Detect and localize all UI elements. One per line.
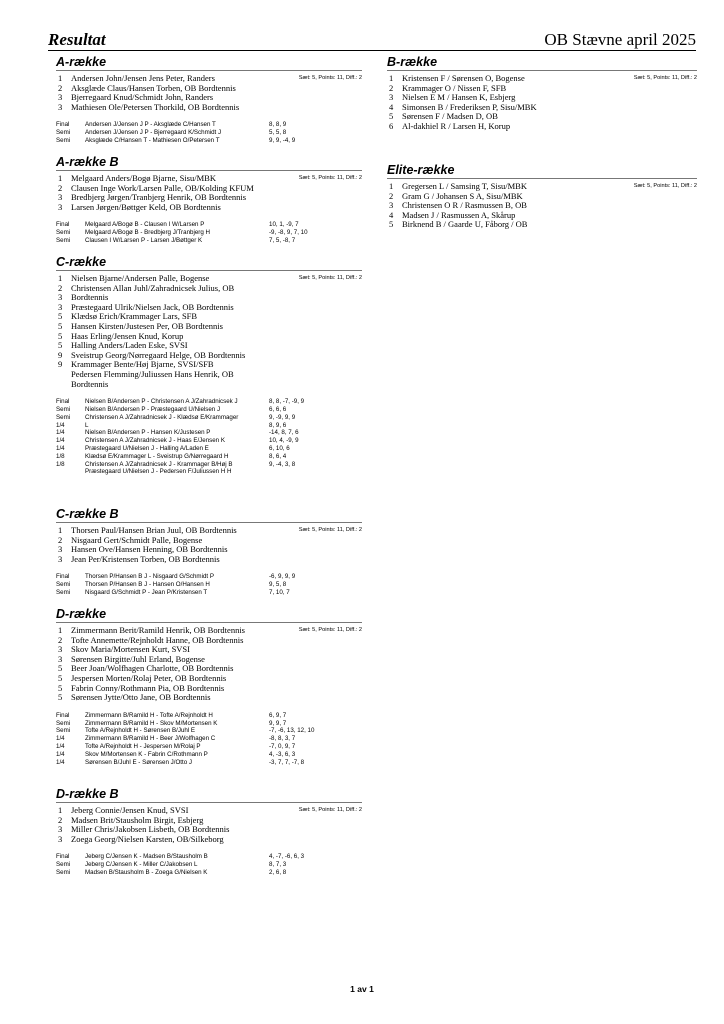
- match-row: [56, 735, 362, 743]
- placement: 5: [58, 320, 63, 331]
- placement: 2: [58, 814, 63, 825]
- match-pairing: Melgaard A/Bogø B - Clausen I W/Larsen P: [85, 221, 205, 229]
- match-row: [56, 861, 362, 869]
- match-round: Semi: [56, 727, 71, 735]
- placement: 3: [58, 653, 63, 664]
- match-pairing: Skov M/Mortensen K - Fabrin C/Rothmann P: [85, 750, 208, 758]
- placement: 1: [58, 273, 63, 283]
- placement: 2: [58, 282, 63, 293]
- match-row: [56, 853, 362, 861]
- section-header: [56, 788, 362, 803]
- match-pairing: Christensen A J/Zahradnicsek J - Haas E/Jensen K: [85, 437, 225, 445]
- placement: 5: [389, 219, 394, 230]
- match-score: -7, -6, 13, 12, 10: [269, 727, 315, 735]
- placement: 5: [389, 111, 394, 122]
- placement: 2: [389, 82, 394, 93]
- match-round: Final: [56, 853, 70, 861]
- match-row: [56, 414, 362, 422]
- match-row: [56, 573, 362, 581]
- pair-name: Præstegaard Ulrik/Nielsen Jack, OB Bordtennis: [71, 301, 234, 312]
- match-score: 9, 9, 7: [269, 719, 287, 727]
- match-score: 8, 6, 4: [269, 452, 287, 460]
- match-round: 1/4: [56, 437, 65, 445]
- placement: 5: [58, 340, 63, 351]
- match-pairing: Jeberg C/Jensen K - Miller C/Jakobsen L: [85, 861, 198, 869]
- pair-name: Larsen Jørgen/Bøttger Keld, OB Bordtennis: [71, 201, 221, 212]
- pair-name: Haas Erling/Jensen Knud, Korup: [71, 330, 184, 341]
- match-score: -8, 8, 3, 7: [269, 735, 296, 743]
- match-row: [56, 398, 362, 406]
- section-header: [56, 508, 362, 523]
- section-title: C-række: [56, 255, 107, 269]
- pair-name: Nielsen Bjarne/Andersen Palle, Bogense: [71, 273, 210, 283]
- event-title: OB Stævne april 2025: [544, 30, 696, 49]
- match-round: Semi: [56, 136, 71, 144]
- placement: 9: [58, 359, 63, 370]
- match-round: 1/4: [56, 429, 65, 437]
- match-round: Final: [56, 573, 70, 581]
- match-row: [56, 237, 362, 245]
- match-round: Semi: [56, 129, 71, 137]
- result-section: [56, 156, 362, 245]
- placement: 2: [58, 182, 63, 193]
- match-row: [56, 720, 362, 728]
- match-score: 8, 8, 9: [269, 121, 287, 129]
- pair-name: Andersen John/Jensen Jens Peter, Randers: [71, 73, 215, 83]
- match-row: [56, 437, 362, 445]
- match-settings: Sæt: 5, Points: 11, Diff.: 2: [298, 527, 362, 533]
- pair-name: Christensen O R / Rasmussen B, OB: [402, 200, 527, 211]
- placement: 3: [58, 201, 63, 212]
- match-row: [56, 712, 362, 720]
- pair-name: Sørensen Jytte/Otto Jane, OB Bordtennis: [71, 692, 211, 703]
- match-score: 9, -9, 9, 9: [269, 413, 296, 421]
- match-round: Semi: [56, 719, 71, 727]
- match-round: 1/4: [56, 735, 65, 743]
- match-score: -14, 8, 7, 6: [269, 429, 299, 437]
- placement: 3: [58, 833, 63, 844]
- pair-name: Aksglæde Claus/Hansen Torben, OB Bordtennis: [71, 82, 236, 93]
- pair-name: Nisgaard Gert/Schmidt Palle, Bogense: [71, 534, 203, 545]
- match-row: [56, 229, 362, 237]
- placement: 5: [58, 682, 63, 693]
- result-section: [387, 164, 697, 230]
- pair-name: Birknend B / Gaarde U, Fåborg / OB: [402, 219, 528, 230]
- match-score: 8, 9, 6: [269, 421, 287, 429]
- section-title: A-række B: [56, 155, 119, 169]
- pair-name: Miller Chris/Jakobsen Lisbeth, OB Bordtennis: [71, 824, 230, 835]
- match-pairing: Melgaard A/Bogø B - Bredbjerg J/Tranbjerg H: [85, 229, 210, 237]
- placement: 1: [58, 73, 63, 83]
- match-score: 10, 4, -9, 9: [269, 437, 299, 445]
- match-score: 6, 10, 6: [269, 444, 290, 452]
- match-row: [56, 581, 362, 589]
- placement: 6: [389, 120, 394, 131]
- match-pairing: Madsen B/Stausholm B - Zoega G/Nielsen K: [85, 868, 208, 876]
- section-header: [56, 56, 362, 71]
- match-score: 8, 8, -7, -9, 9: [269, 398, 305, 406]
- standing-row: [56, 360, 362, 389]
- match-row: [56, 129, 362, 137]
- placement: 5: [58, 330, 63, 341]
- match-settings: Sæt: 5, Points: 11, Diff.: 2: [298, 175, 362, 181]
- match-pairing: Thorsen P/Hansen B J - Hansen O/Hansen H: [85, 581, 210, 589]
- match-round: Final: [56, 398, 70, 406]
- match-list: [56, 121, 362, 144]
- result-section: [56, 608, 362, 766]
- match-pairing: Klædsø E/Krammager L - Sveistrup G/Nørregaard H: [85, 452, 229, 460]
- placement: 3: [58, 101, 63, 112]
- match-row: [56, 221, 362, 229]
- pair-name: Bjerregaard Knud/Schmidt John, Randers: [71, 92, 214, 103]
- section-header: [387, 164, 697, 179]
- match-pairing: Nielsen B/Andersen P - Hansen K/Justesen P: [85, 429, 211, 437]
- match-list: [56, 398, 362, 476]
- match-score: 2, 6, 8: [269, 868, 287, 876]
- placement: 1: [58, 805, 63, 815]
- match-round: Final: [56, 121, 70, 129]
- placement: 9: [58, 349, 63, 360]
- match-pairing: Jeberg C/Jensen K - Madsen B/Stausholm B: [85, 853, 208, 861]
- section-header: [56, 608, 362, 623]
- match-settings: Sæt: 5, Points: 11, Diff.: 2: [298, 627, 362, 633]
- section-header: [56, 256, 362, 271]
- match-pairing: Nielsen B/Andersen P - Præstegaard U/Nielsen J: [85, 405, 221, 413]
- match-score: -3, 7, 7, -7, 8: [269, 758, 305, 766]
- placement: 5: [58, 692, 63, 703]
- pair-name: Sørensen F / Madsen D, OB: [402, 111, 498, 122]
- placement: 1: [58, 525, 63, 535]
- pair-name: Bredbjerg Jørgen/Tranbjerg Henrik, OB Bordtennis: [71, 192, 247, 203]
- match-row: [56, 869, 362, 877]
- match-pairing: Zimmermann B/Ramild H - Skov M/Mortensen K: [85, 719, 218, 727]
- pair-name: Halling Anders/Laden Eske, SVSI: [71, 340, 188, 351]
- match-score: 6, 6, 6: [269, 405, 287, 413]
- match-row: [56, 589, 362, 597]
- section-title: B-række: [387, 55, 438, 69]
- pair-name: Kristensen F / Sørensen O, Bogense: [402, 73, 525, 83]
- match-pairing: Zimmermann B/Ramild H - Tofte A/Rejnholdt H: [85, 711, 213, 719]
- match-round: Semi: [56, 236, 71, 244]
- placement: 3: [389, 200, 394, 211]
- placement: 1: [58, 625, 63, 635]
- standing-row: [56, 693, 362, 703]
- match-pairing: Nisgaard G/Schmidt P - Jean P/Kristensen T: [85, 588, 208, 596]
- placement: 5: [58, 663, 63, 674]
- section-title: D-række: [56, 607, 107, 621]
- pair-name: Jeberg Connie/Jensen Knud, SVSI: [71, 805, 189, 815]
- pair-name: Fabrin Conny/Rothmann Pia, OB Bordtennis: [71, 682, 225, 693]
- match-row: [56, 727, 362, 735]
- pair-name: Zoega Georg/Nielsen Karsten, OB/Silkeborg: [71, 833, 224, 844]
- match-round: 1/4: [56, 758, 65, 766]
- match-score: -7, 0, 9, 7: [269, 742, 296, 750]
- pair-name: Clausen Inge Work/Larsen Palle, OB/Kolding KFUM: [71, 182, 254, 193]
- match-settings: Sæt: 5, Points: 11, Diff.: 2: [298, 75, 362, 81]
- pair-name: Sørensen Birgitte/Juhl Erland, Bogense: [71, 653, 205, 664]
- match-row: [56, 751, 362, 759]
- match-score: 4, -7, -6, 6, 3: [269, 853, 305, 861]
- match-round: Semi: [56, 861, 71, 869]
- match-list: [56, 712, 362, 767]
- match-pairing: Præstegaard U/Nielsen J - Halling A/Laden E: [85, 444, 209, 452]
- pair-name: Tofte Annemette/Rejnholdt Hanne, OB Bordtennis: [71, 634, 244, 645]
- placement: 5: [58, 672, 63, 683]
- match-pairing: Andersen J/Jensen J P - Aksglæde C/Hansen T: [85, 121, 216, 129]
- match-score: 9, 9, -4, 9: [269, 136, 296, 144]
- match-score: -9, -8, 9, 7, 10: [269, 229, 308, 237]
- match-list: [56, 573, 362, 596]
- match-pairing: Aksglæde C/Hansen T - Mathiesen O/Petersen T: [85, 136, 220, 144]
- placement: 3: [58, 544, 63, 555]
- result-section: [56, 788, 362, 877]
- match-pairing: Præstegaard U/Nielsen J - Pedersen F/Juliussen H H: [85, 468, 232, 476]
- match-settings: Sæt: 5, Points: 11, Diff.: 2: [633, 183, 697, 189]
- standings-list: [387, 74, 697, 132]
- match-row: [56, 759, 362, 767]
- match-list: [56, 221, 362, 244]
- match-round: 1/8: [56, 452, 65, 460]
- match-row: [56, 461, 362, 469]
- standing-row: [387, 220, 697, 230]
- match-round: 1/4: [56, 742, 65, 750]
- pair-name: Madsen Brit/Stausholm Birgit, Esbjerg: [71, 814, 204, 825]
- pair-name: Gram G / Johansen S A, Sisu/MBK: [402, 190, 523, 201]
- placement: 3: [58, 644, 63, 655]
- pair-name: Mathiesen Ole/Petersen Thorkild, OB Bordtennis: [71, 101, 240, 112]
- section-title: C-række B: [56, 507, 119, 521]
- result-section: [56, 56, 362, 145]
- match-pairing: Tofte A/Rejnholdt H - Jespersen M/Rolaj P: [85, 742, 201, 750]
- placement: 3: [58, 92, 63, 103]
- section-header: [56, 156, 362, 171]
- section-title: Elite-række: [387, 163, 455, 177]
- pair-name: Hansen Ove/Hansen Henning, OB Bordtennis: [71, 544, 228, 555]
- match-row: [56, 422, 362, 430]
- pair-name: Nielsen E M / Hansen K, Esbjerg: [402, 92, 516, 103]
- match-round: Semi: [56, 405, 71, 413]
- match-round: Final: [56, 221, 70, 229]
- pair-name: Gregersen L / Samsing T, Sisu/MBK: [402, 181, 527, 191]
- placement: 2: [58, 534, 63, 545]
- pair-name: Al-dakhiel R / Larsen H, Korup: [402, 120, 511, 131]
- match-round: Semi: [56, 413, 71, 421]
- match-list: [56, 853, 362, 876]
- match-score: -6, 9, 9, 9: [269, 573, 296, 581]
- result-section: [56, 508, 362, 597]
- placement: 5: [58, 311, 63, 322]
- page-title: Resultat: [48, 30, 106, 49]
- pair-name: Bordtennis: [71, 292, 109, 303]
- match-pairing: L: [85, 421, 89, 429]
- match-pairing: Zimmermann B/Ramild H - Beer J/Wolfhagen C: [85, 735, 216, 743]
- pair-name: Beer Joan/Wolfhagen Charlotte, OB Bordtennis: [71, 663, 234, 674]
- match-score: 6, 9, 7: [269, 711, 287, 719]
- match-round: Final: [56, 711, 70, 719]
- match-row: [56, 429, 362, 437]
- pair-name: Zimmermann Berit/Ramild Henrik, OB Bordtennis: [71, 625, 245, 635]
- pair-name: Jespersen Morten/Rolaj Peter, OB Bordtennis: [71, 672, 227, 683]
- match-pairing: Nielsen B/Andersen P - Christensen A J/Zahradnicsek J: [85, 398, 238, 406]
- match-row: [56, 121, 362, 129]
- pair-name: Thorsen Paul/Hansen Brian Juul, OB Bordtennis: [71, 525, 237, 535]
- placement: 4: [389, 209, 394, 220]
- match-round: Semi: [56, 588, 71, 596]
- placement: 2: [58, 634, 63, 645]
- match-round: 1/4: [56, 444, 65, 452]
- standing-row: [56, 835, 362, 845]
- pair-name: Madsen J / Rasmussen A, Skårup: [402, 209, 516, 220]
- match-round: 1/4: [56, 750, 65, 758]
- match-score: [269, 468, 362, 476]
- page-header: [48, 30, 696, 51]
- placement: 3: [58, 192, 63, 203]
- match-settings: Sæt: 5, Points: 11, Diff.: 2: [298, 807, 362, 813]
- match-score: 7, 5, -8, 7: [269, 236, 296, 244]
- placement: 2: [389, 190, 394, 201]
- match-round: Semi: [56, 868, 71, 876]
- standing-row: [56, 203, 362, 213]
- match-score: 10, 1, -9, 7: [269, 221, 299, 229]
- page-number: 1 av 1: [350, 984, 374, 994]
- placement: 1: [58, 173, 63, 183]
- pair-name: Christensen Allan Juhl/Zahradnicsek Julius, OB: [71, 282, 235, 293]
- standing-row: [56, 555, 362, 565]
- match-score: 7, 10, 7: [269, 588, 290, 596]
- placement: 1: [389, 73, 394, 83]
- match-row: [56, 743, 362, 751]
- placement: 3: [389, 92, 394, 103]
- standings-list: [56, 626, 362, 703]
- match-round: Semi: [56, 581, 71, 589]
- match-pairing: Andersen J/Jensen J P - Bjerregaard K/Schmidt J: [85, 129, 222, 137]
- pair-name: Krammager Bente/Høj Bjarne, SVSI/SFB Pedersen Flemming/Juliussen Hans Henrik, OB Bordtennis: [71, 359, 234, 389]
- pair-name: Simonsen B / Frederiksen P, Sisu/MBK: [402, 101, 537, 112]
- pair-name: Hansen Kirsten/Justesen Per, OB Bordtennis: [71, 320, 223, 331]
- match-pairing: Christensen A J/Zahradnicsek J - Krammager B/Høj B: [85, 460, 233, 468]
- section-title: A-række: [56, 55, 107, 69]
- match-round: [56, 468, 85, 476]
- placement: 3: [58, 292, 63, 303]
- match-row: [56, 453, 362, 461]
- match-row: [56, 468, 362, 476]
- match-row: [56, 137, 362, 145]
- standing-row: [387, 122, 697, 132]
- pair-name: Melgaard Anders/Bogø Bjarne, Sisu/MBK: [71, 173, 216, 183]
- result-section: [56, 256, 362, 476]
- pair-name: Krammager O / Nissen F, SFB: [402, 82, 507, 93]
- match-score: 4, -3, 6, 3: [269, 750, 296, 758]
- pair-name: Jean Per/Kristensen Torben, OB Bordtennis: [71, 553, 220, 564]
- pair-name: Klædsø Erich/Krammager Lars, SFB: [71, 311, 198, 322]
- placement: 3: [58, 553, 63, 564]
- match-row: [56, 445, 362, 453]
- match-round: Semi: [56, 229, 71, 237]
- placement: 3: [58, 301, 63, 312]
- match-score: 5, 5, 8: [269, 129, 287, 137]
- match-pairing: Christensen A J/Zahradnicsek J - Klædsø E/Krammager: [85, 413, 239, 421]
- match-score: 8, 7, 3: [269, 861, 287, 869]
- section-title: D-række B: [56, 787, 119, 801]
- match-pairing: Thorsen P/Hansen B J - Nisgaard G/Schmidt P: [85, 573, 214, 581]
- match-settings: Sæt: 5, Points: 11, Diff.: 2: [298, 275, 362, 281]
- standing-row: [56, 103, 362, 113]
- section-header: [387, 56, 697, 71]
- match-score: 9, 5, 8: [269, 581, 287, 589]
- match-pairing: Clausen I W/Larsen P - Larsen J/Bøttger K: [85, 236, 203, 244]
- match-pairing: Tofte A/Rejnholdt H - Sørensen B/Juhl E: [85, 727, 196, 735]
- placement: 2: [58, 82, 63, 93]
- result-section: [387, 56, 697, 132]
- pair-name: Sveistrup Georg/Nørregaard Helge, OB Bordtennis: [71, 349, 246, 360]
- match-row: [56, 406, 362, 414]
- placement: 4: [389, 101, 394, 112]
- match-round: 1/8: [56, 460, 65, 468]
- match-round: 1/4: [56, 421, 65, 429]
- match-score: 9, -4, 3, 8: [269, 460, 296, 468]
- match-pairing: Sørensen B/Juhl E - Sørensen J/Otto J: [85, 758, 192, 766]
- pair-name: Skov Maria/Mortensen Kurt, SVSI: [71, 644, 190, 655]
- match-settings: Sæt: 5, Points: 11, Diff.: 2: [633, 75, 697, 81]
- placement: 3: [58, 824, 63, 835]
- standings-list: [56, 274, 362, 389]
- placement: 1: [389, 181, 394, 191]
